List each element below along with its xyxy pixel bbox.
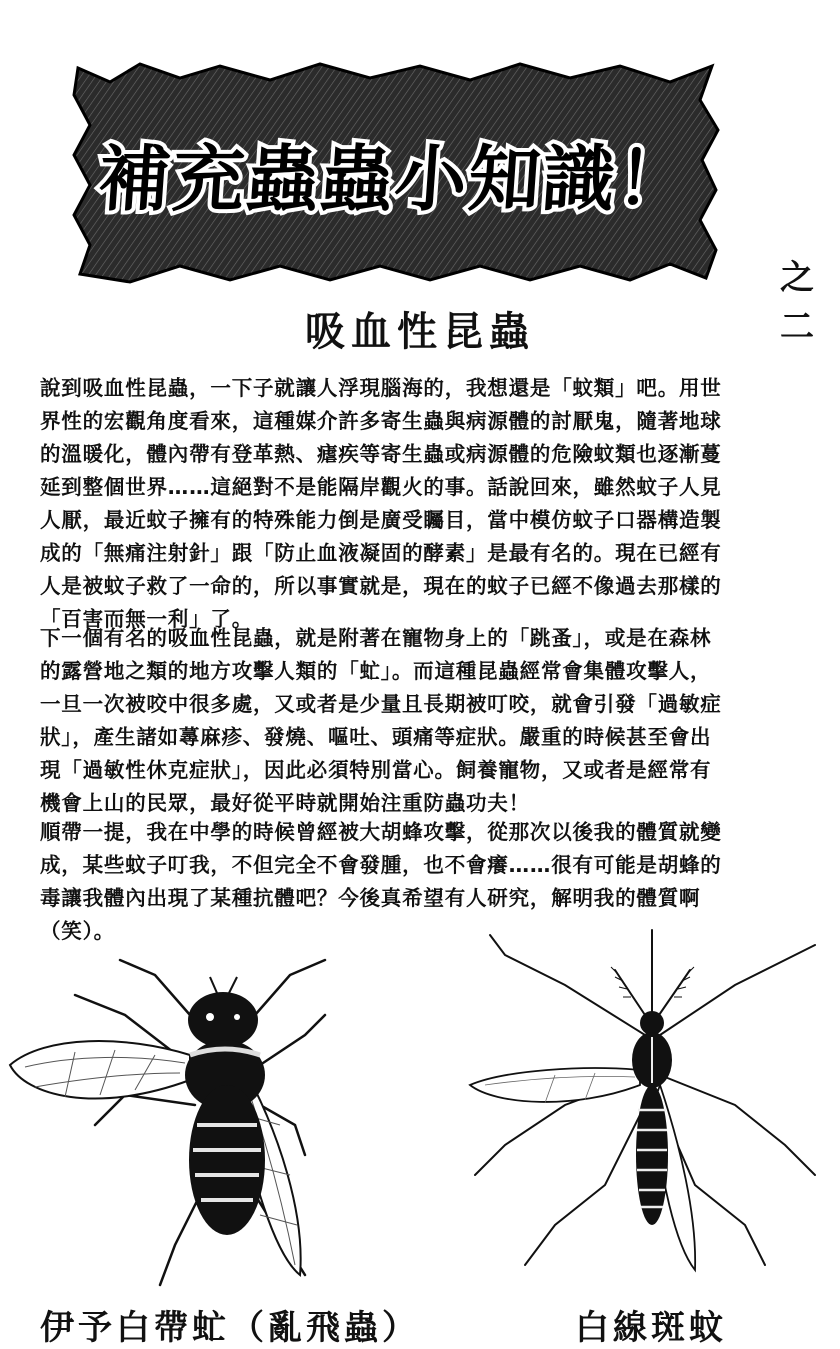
- paragraph-line: 成的「無痛注射針」跟「防止血液凝固的酵素」是最有名的。現在已經有: [40, 541, 722, 565]
- mosquito-caption: 白線斑蚊: [575, 1308, 727, 1348]
- paragraph-line: 成，某些蚊子叮我，不但完全不會發腫，也不會癢……很有可能是胡蜂的: [40, 853, 722, 877]
- paragraph-line: 界性的宏觀角度看來，這種媒介許多寄生蟲與病源體的討厭鬼，隨著地球: [40, 409, 722, 433]
- paragraph-2: [40, 622, 810, 820]
- horsefly-drawing: [5, 955, 330, 1300]
- horsefly-illustration: [5, 955, 330, 1300]
- paragraph-line: 延到整個世界……這絕對不是能隔岸觀火的事。話說回來，雖然蚊子人見: [40, 475, 722, 499]
- paragraph-line: 的溫暖化，體內帶有登革熱、瘧疾等寄生蟲或病源體的危險蚊類也逐漸蔓: [40, 442, 722, 466]
- paragraph-line: 說到吸血性昆蟲，一下子就讓人浮現腦海的，我想還是「蚊類」吧。用世: [40, 376, 722, 400]
- mosquito-illustration: [465, 925, 825, 1300]
- paragraph-line: 一旦一次被咬中很多處，又或者是少量且長期被叮咬，就會引發「過敏症: [40, 692, 722, 716]
- paragraph-line: 人厭，最近蚊子擁有的特殊能力倒是廣受矚目，當中模仿蚊子口器構造製: [40, 508, 722, 532]
- paragraph-line: 的露營地之類的地方攻擊人類的「虻」。而這種昆蟲經常會集體攻擊人，: [40, 659, 712, 683]
- paragraph-line: 順帶一提，我在中學的時候曾經被大胡蜂攻擊，從那次以後我的體質就變: [40, 820, 722, 844]
- paragraph-line: 「百害而無一利」了。: [40, 607, 253, 631]
- paragraph-1: [40, 372, 810, 636]
- title-banner: [70, 60, 720, 285]
- paragraph-line: 人是被蚊子救了一命的，所以事實就是，現在的蚊子已經不像過去那樣的: [40, 574, 722, 598]
- horsefly-caption: 伊予白帶虻（亂飛蟲）: [40, 1308, 420, 1348]
- paragraph-line: 下一個有名的吸血性昆蟲，就是附著在寵物身上的「跳蚤」，或是在森林: [40, 626, 712, 650]
- paragraph-line: （笑）。: [40, 919, 115, 943]
- paragraph-line: 機會上山的民眾，最好從平時就開始注重防蟲功夫！: [40, 791, 530, 815]
- series-number-tag: 之二: [780, 258, 812, 347]
- paragraph-line: 現「過敏性休克症狀」，因此必須特別當心。飼養寵物，又或者是經常有: [40, 758, 712, 782]
- section-title: 吸血性昆蟲: [305, 309, 535, 355]
- paragraph-line: 毒讓我體內出現了某種抗體吧？今後真希望有人研究，解明我的體質啊: [40, 886, 701, 910]
- banner-title: 補充蟲蟲小知識！: [95, 136, 694, 221]
- paragraph-line: 狀」，產生諸如蕁麻疹、發燒、嘔吐、頭痛等症狀。嚴重的時候甚至會出: [40, 725, 712, 749]
- mosquito-drawing: [465, 925, 825, 1300]
